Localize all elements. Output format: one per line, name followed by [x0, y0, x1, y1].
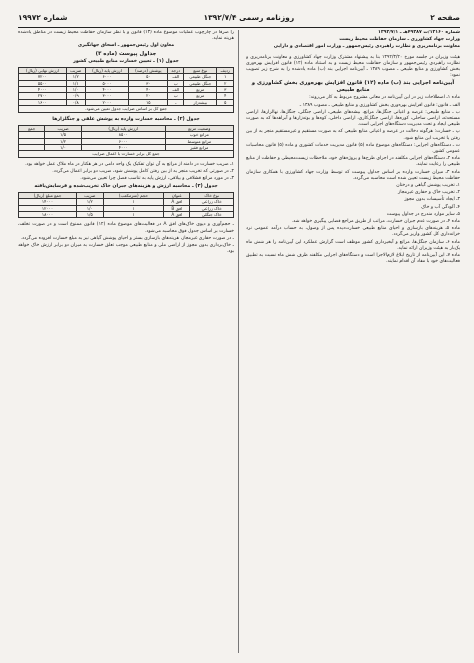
- continuation-text: را صرفاً در چارچوب عملیات موضوع ماده (۱۳) قانون و با نظر سازمان حفاظت محیط زیست در مناطق یادشده هزینه نماید.: [18, 30, 234, 42]
- table-cell: ۱: [103, 205, 164, 211]
- table-cell: ۱/۲: [45, 138, 81, 144]
- table-cell: ۵: [217, 99, 234, 105]
- closing-article: ماده ۷ـ این آیین‌نامه از تاریخ ابلاغ لازم‌الاجرا است و دستگاه‌های اجرایی مکلفند ظرف شش ماه نسبت به تطبیق فعالیت‌های خود با مفاد آن اقدام نمایند.: [246, 253, 460, 265]
- table-cell: افق A: [164, 211, 190, 217]
- column-header: جمع مبلغ (ریال): [19, 192, 77, 198]
- article-paragraph: ماده ۳ـ میزان خسارت وارده بر اساس جداول پیوست که توسط وزارت جهاد کشاورزی با همکاری سازمان حفاظت محیط زیست تعیین شده است محاسبه می‌گردد.: [246, 169, 460, 181]
- article-paragraph: ماده ۱ـ اصطلاحات زیر در این آیین‌نامه در معانی مشروح مربوط به کار می‌روند:: [309, 95, 460, 101]
- table-cell: ۵۵۰۰: [19, 80, 67, 86]
- table-cell: ۱۵: [129, 99, 168, 105]
- table-cell: افق B: [164, 205, 190, 211]
- table-3: [18, 192, 234, 219]
- list-item: ۳ـ ایجاد تأسیسات بدون مجوز: [404, 197, 460, 203]
- table-cell: ۳۰۰۰: [85, 93, 129, 99]
- table-cell: جنگل طبیعی: [184, 80, 217, 86]
- table-1-title: جدول (۱) ـ تعیین خسارت منابع طبیعی کشور: [73, 58, 179, 64]
- table-cell: ۷۲۰۰: [19, 74, 67, 80]
- table-cell: ۶۰۰۰: [81, 138, 165, 144]
- table-cell: خاک جنگلی: [190, 211, 234, 217]
- bottom-note: ـ خاک‌برداری بدون مجوز از اراضی ملی و منابع طبیعی موجب تعلق خسارت به میزان دو برابر ارزش خاک خواهد بود.: [18, 242, 234, 255]
- column-header: ارزش پایه (ریال): [85, 67, 129, 73]
- column-header: وضعیت مرتع: [165, 125, 233, 131]
- list-item: ۵ـ سایر موارد مندرج در جداول پیوست: [386, 211, 460, 217]
- table-cell: بیشه‌زار: [184, 99, 217, 105]
- table-1: [18, 67, 234, 113]
- table-cell: ۴: [217, 93, 234, 99]
- table-cell: مراتع متوسط: [165, 138, 233, 144]
- table-cell: ب: [168, 80, 184, 86]
- table-cell: ۲۰۰۰: [85, 99, 129, 105]
- column-header: ضریب: [77, 192, 104, 198]
- table-cell: ۳۰: [129, 80, 168, 86]
- table-cell: مرتع: [184, 93, 217, 99]
- table-cell: مراتع خوب: [165, 132, 233, 138]
- column-header: ارزش پایه (ریال): [81, 125, 165, 131]
- table-cell: ۱/۲: [66, 74, 85, 80]
- table-cell: ب: [168, 93, 184, 99]
- page-header: [18, 10, 460, 28]
- table-cell: ۱/۰: [45, 145, 81, 151]
- signature-line: معاون اول رئیس‌جمهور ـ اسحاق جهانگیری: [77, 43, 175, 49]
- table-cell: مراتع فقیر: [165, 145, 233, 151]
- table-cell: ۱/۲: [77, 199, 104, 205]
- table-cell: خاک زراعی: [190, 205, 234, 211]
- regulation-title: آیین‌نامه اجرایی بند (ب) ماده (۱۲) قانون افزایش بهره‌وری بخش کشاورزی و منابع طبیعی: [251, 80, 455, 94]
- table-cell: مرتع: [184, 87, 217, 93]
- list-item: ۱ـ تخریب پوشش گیاهی و درختان: [396, 183, 460, 189]
- table-cell: ۰/۸: [66, 99, 85, 105]
- column-header: ضریب: [45, 125, 81, 131]
- table-cell: ۱/۰: [77, 205, 104, 211]
- table-cell: ۱/۵: [45, 132, 81, 138]
- decree-intro: هیئت وزیران در جلسه مورخ ۱۳۹۲/۳/۲۰ بنا به پیشنهاد مشترک وزارت جهاد کشاورزی و معاونت برنامه‌ریزی و نظارت راهبردی رئیس‌جمهور و سازمان حفاظت محیط زیست و به استناد ماده (۱۲) قانون افزایش بهره‌وری بخش کشاورزی و منابع طبیعی ـ مصوب ۱۳۸۹ ـ آیین‌نامه اجرایی بند (ب) ماده یادشده را به شرح زیر تصویب نمود:: [246, 54, 460, 79]
- note-item: ۳ـ در مورد مراتع قشلاقی و ییلاقی، ارزش پایه به تناسب فصل چرا تعیین می‌شود.: [80, 176, 234, 182]
- table-cell: ۵۰: [129, 74, 168, 80]
- column-header: عنوان: [164, 192, 190, 198]
- addressee: وزارت جهاد کشاورزی ـ سازمان حفاظت محیط زیست: [339, 37, 460, 43]
- table-cell: ۳: [217, 87, 234, 93]
- table-cell: ۱: [217, 74, 234, 80]
- table-3-title: جدول (۳) ـ محاسبه ارزش و هزینه‌های جبران خاک تخریب‌شده و فرسایش‌یافته: [34, 183, 218, 189]
- table-cell: ۱: [103, 199, 164, 205]
- right-column: [246, 30, 460, 653]
- table-cell: ۱/۵: [77, 211, 104, 217]
- table-cell: الف: [168, 87, 184, 93]
- table-cell: ۲۷۰۰: [19, 93, 67, 99]
- table-row: [19, 211, 234, 217]
- table-footer-row: [19, 106, 234, 112]
- bottom-note: ـ در صورت حفاری غیرمجاز، هزینه‌های بازسازی بستر و احیای پوشش گیاهی نیز به مبلغ خسارت افزوده می‌گردد.: [20, 235, 234, 241]
- article-paragraph: پ ـ خسارت: هرگونه دخالت در عرصه و اعیانی منابع طبیعی که به صورت مستقیم و غیرمستقیم منجر به از بین رفتن یا تخریب این منابع شود.: [246, 129, 460, 141]
- column-header: نوع منبع: [184, 67, 217, 73]
- table-2-title: جدول (۲) ـ محاسبه خسارت وارده به پوشش علفی و جنگلزارها: [52, 116, 200, 122]
- table-cell: ۴۰۰۰: [81, 145, 165, 151]
- table-cell: ۰/۹: [66, 93, 85, 99]
- column-header: ردیف: [217, 67, 234, 73]
- table-cell: ۴۰۰۰: [19, 87, 67, 93]
- table-cell: الف: [168, 74, 184, 80]
- article-paragraph: ماده ۲ـ دستگاه‌های اجرایی مکلفند در اجرای طرح‌ها و پروژه‌های خود، ملاحظات زیست‌محیطی و حفاظت از منابع طبیعی را رعایت نمایند.: [246, 156, 460, 168]
- table-cell: افق A: [164, 199, 190, 205]
- column-header: درجه: [168, 67, 184, 73]
- article-paragraph: ماده ۴ـ در صورت عدم جبران خسارت، مراتب از طریق مراجع قضایی پیگیری خواهد شد.: [291, 219, 460, 225]
- column-divider: [238, 30, 239, 653]
- table-footer: جمع کل برابر خسارت با اعمال ضرایب: [19, 151, 234, 157]
- left-column: [18, 30, 234, 653]
- bottom-note: ـ حجم‌آوری و دپوی خاک‌های افق A در فعالیت‌های موضوع ماده (۱۲) قانون ممنوع است و در صورت تخلف، خسارت بر اساس جدول فوق محاسبه می‌شود.: [18, 222, 234, 234]
- list-item: ۴ـ آلودگی آب و خاک: [421, 204, 460, 210]
- table-cell: ۱/۱: [66, 80, 85, 86]
- table-footer: جمع کل بر اساس ضرایب جدول تعیین می‌شود.: [19, 106, 234, 112]
- addressee: معاونت برنامه‌ریزی و نظارت راهبردی رئیس‌جمهور ـ وزارت امور اقتصادی و دارایی: [273, 44, 460, 50]
- column-header: ضریب: [66, 67, 85, 73]
- annex-title: جداول پیوست (ماده ۳): [95, 50, 157, 57]
- column-header: حجم (مترمکعب): [103, 192, 164, 198]
- table-cell: خاک زراعی: [190, 199, 234, 205]
- issue-number: شماره ۱۹۹۷۲: [18, 12, 68, 22]
- article-paragraph: ماده ۵ـ هزینه‌های بازسازی و احیای منابع طبیعی خسارت‌دیده پس از وصول، به حساب درآمد عمومی نزد خزانه‌داری کل کشور واریز می‌گردد.: [246, 226, 460, 238]
- column-header: جمع: [19, 125, 45, 131]
- table-cell: ۱۲۰۰۰: [19, 205, 77, 211]
- table-cell: ۱/۰: [66, 87, 85, 93]
- page-number: صفحه ۲: [430, 12, 460, 22]
- table-cell: ۱۶۰۰: [19, 99, 67, 105]
- gazette-date: روزنامه رسمی ۱۳۹۲/۷/۴: [203, 12, 295, 22]
- list-item: ۲ـ تخریب خاک و حفاری غیرمجاز: [398, 190, 460, 196]
- table-cell: ۲۰: [129, 93, 168, 99]
- table-cell: ۶۰۰۰: [85, 74, 129, 80]
- table-2: [18, 125, 234, 158]
- table-footer-row: [19, 151, 234, 157]
- table-cell: ۱۸۰۰۰: [19, 211, 77, 217]
- note-item: ۱ـ ضریب خسارت در دامنه از مراتع به آن توان تفکیک یک واحد دامی در هر هکتار در ماه ملاک عمل خواهد بود.: [25, 161, 234, 167]
- column-header: پوشش (درصد): [129, 67, 168, 73]
- table-cell: جنگل طبیعی: [184, 74, 217, 80]
- table-cell: ۱: [103, 211, 164, 217]
- table-cell: ۸۵۰۰: [81, 132, 165, 138]
- article-paragraph: ب ـ منابع طبیعی: عرصه و اعیانی جنگل‌ها، مراتع، بیشه‌های طبیعی، اراضی جنگلی، جنگل‌ها، نهالزارها، اراضی مستحدثه، اراضی ساحلی، کوره‌ها، اراضی جنگل‌کاری، اراضی داخلی، کوه‌ها و بوته‌زارها و آبراهه‌ها که به صورت طبیعی ایجاد و تحت مدیریت دستگاه‌های اجرایی است.: [246, 109, 460, 128]
- table-cell: ۴۰۰۰: [85, 87, 129, 93]
- table-cell: ۵۰۰۰: [85, 80, 129, 86]
- table-cell: ۴۰: [129, 87, 168, 93]
- table-cell: ـ: [168, 99, 184, 105]
- decree-reference: شماره ۱۲۱۶۰/ت ۴۹۳۸۷هـ ـ ۱۳۹۲/۷/۱: [378, 30, 460, 35]
- table-cell: ۱۴۰۰۰: [19, 199, 77, 205]
- article-paragraph: الف ـ قانون: قانون افزایش بهره‌وری بخش کشاورزی و منابع طبیعی ـ مصوب ۱۳۸۹ ـ: [299, 102, 460, 108]
- article-paragraph: ت ـ دستگاه‌های اجرایی: دستگاه‌های موضوع ماده (۵) قانون مدیریت خدمات کشوری و ماده (۵) قانون محاسبات عمومی کشور.: [246, 142, 460, 155]
- table-cell: ۲: [217, 80, 234, 86]
- article-paragraph: ماده ۶ـ سازمان جنگل‌ها، مراتع و آبخیزداری کشور موظف است گزارش عملکرد این آیین‌نامه را هر شش ماه یک‌بار به هیئت وزیران ارائه نماید.: [246, 239, 460, 251]
- column-header: ارزش نهایی (ریال): [19, 67, 67, 73]
- column-header: نوع خاک: [190, 192, 234, 198]
- note-item: ۲ـ در صورتی که تخریب منجر به از بین رفتن کامل پوشش شود، ضریب دو برابر اعمال می‌گردد.: [52, 169, 234, 175]
